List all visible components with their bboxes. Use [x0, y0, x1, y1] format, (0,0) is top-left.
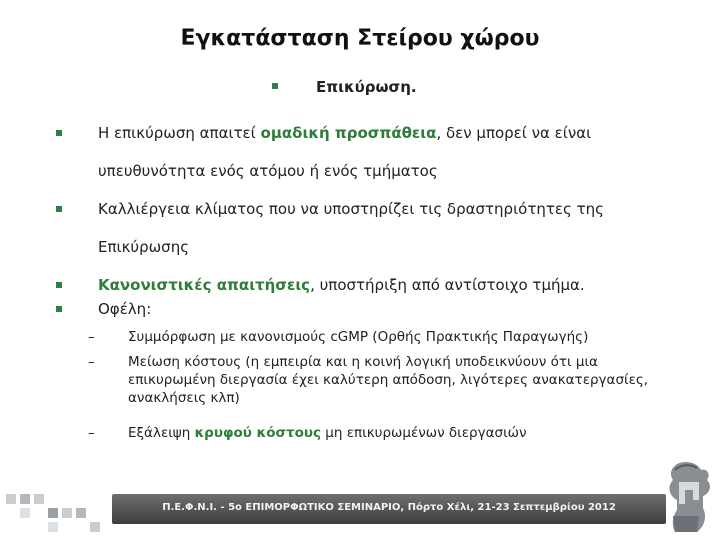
bullet-text-part: Καλλιέργεια κλίματος που να υποστηρίζει τις δραστηριότητες της — [98, 200, 604, 218]
bullet-square-icon — [56, 206, 62, 212]
bullet-text — [98, 114, 666, 190]
slide-title: Εγκατάσταση Στείρου χώρου — [180, 26, 540, 51]
bullet-square-icon — [56, 130, 62, 136]
footer-bar — [112, 494, 666, 524]
sub-bullet-text: Μείωση κόστους (η εμπειρία και η κοινή λογική υποδεικνύουν ότι μια επικυρωμένη διεργασία έχει καλύτερη απόδοση, λιγότερες ανακατεργασίες, ανακλήσεις κλπ) — [128, 354, 649, 406]
bullet-text-part: Η επικύρωση απαιτεί — [98, 124, 261, 142]
highlight-text: Κανονιστικές απαιτήσεις — [98, 276, 311, 294]
footer-text: Π.Ε.Φ.Ν.Ι. - 5ο ΕΠΙΜΟΡΦΩΤΙΚΟ ΣΕΜΙΝΑΡΙΟ, Πόρτο Χέλι, 21-23 Σεπτεμβρίου 2012 — [162, 502, 616, 513]
bullet-item — [56, 114, 666, 190]
sub-bullet-item — [88, 353, 668, 407]
bullet-square-icon — [272, 83, 278, 89]
subheading-text: Επικύρωση. — [316, 78, 417, 96]
sub-bullet-text-part: μη επικυρωμένων διεργασιών — [321, 425, 527, 441]
sub-bullet-item — [88, 424, 668, 442]
dash-icon: – — [88, 425, 95, 441]
sub-bullet-text — [128, 424, 668, 442]
bullet-item — [56, 190, 666, 266]
bullet-text-part: , υποστήριξη από αντίστοιχο τμήμα. — [310, 276, 585, 294]
subheading — [272, 78, 417, 96]
sub-bullet-text: Συμμόρφωση με κανονισμούς cGMP (Ορθής Πρακτικής Παραγωγής) — [128, 329, 589, 345]
bullet-square-icon — [56, 306, 62, 312]
helmet-logo-icon — [655, 460, 715, 536]
sub-bullet-item — [88, 328, 668, 346]
bullet-square-icon — [56, 282, 62, 288]
bullet-text-part: Επικύρωσης — [98, 238, 190, 256]
bullet-text — [98, 190, 666, 266]
bullet-text-part: υπευθυνότητα ενός ατόμου ή ενός τμήματος — [98, 162, 438, 180]
dash-icon: – — [88, 329, 95, 345]
highlight-text: κρυφού κόστους — [194, 425, 321, 441]
dash-icon: – — [88, 354, 95, 370]
sub-bullet-text-part: Εξάλειψη — [128, 425, 195, 441]
bullet-item — [56, 290, 666, 328]
highlight-text: ομαδική προσπάθεια — [260, 124, 437, 142]
bullet-text: Οφέλη: — [98, 300, 152, 318]
bullet-text-part: , δεν μπορεί να είναι — [436, 124, 592, 142]
